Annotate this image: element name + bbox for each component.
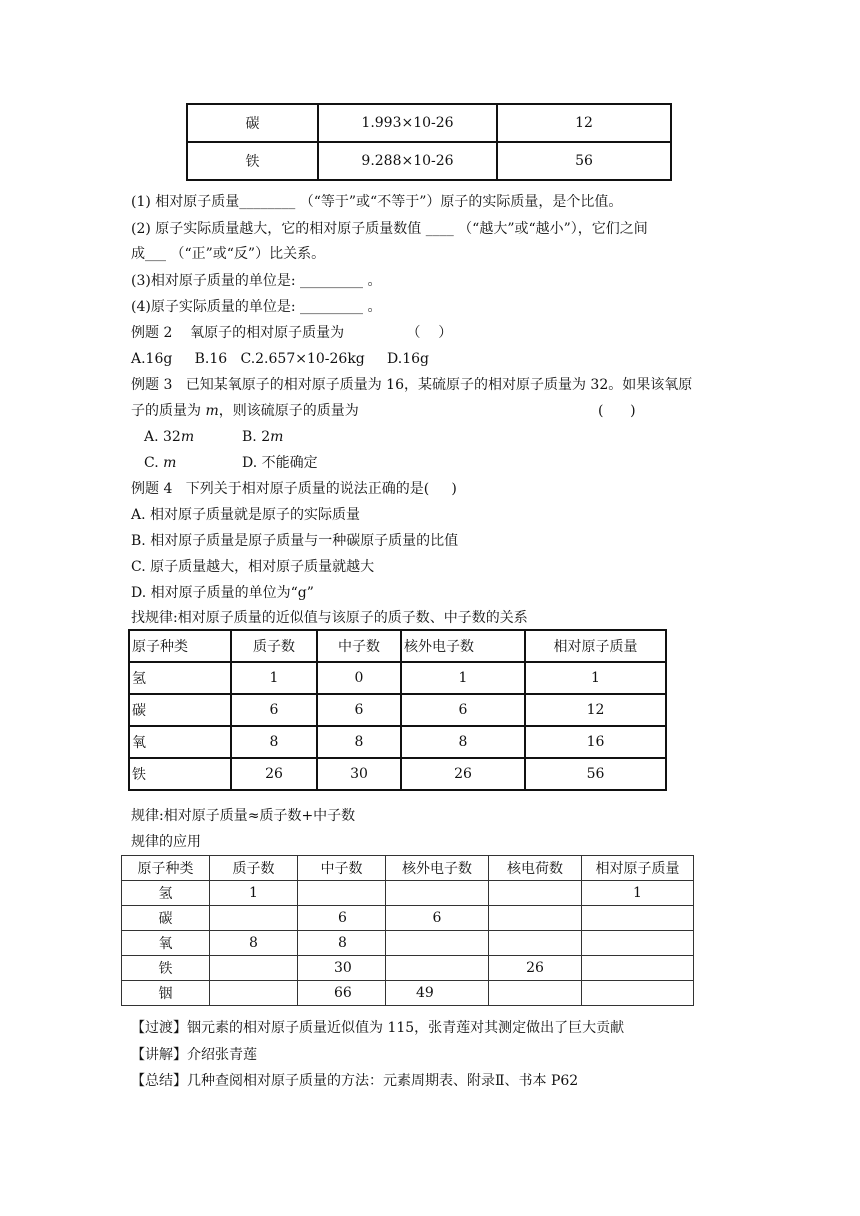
table-cell: 6 bbox=[386, 906, 489, 931]
table-cell: 26 bbox=[231, 758, 317, 790]
table-cell: 6 bbox=[298, 906, 386, 931]
table-cell: 49 bbox=[386, 981, 489, 1006]
table-cell: 铁 bbox=[187, 142, 318, 180]
application-table bbox=[121, 855, 694, 1006]
table-cell bbox=[386, 881, 489, 906]
variable: m bbox=[205, 403, 219, 419]
example-4-a: A. 相对原子质量就是原子的实际质量 bbox=[131, 507, 361, 523]
table-cell: 1 bbox=[210, 881, 298, 906]
text: B. 2 bbox=[242, 429, 271, 445]
table-row bbox=[122, 981, 694, 1006]
table-cell: 56 bbox=[497, 142, 671, 180]
table-cell bbox=[386, 931, 489, 956]
table-cell: 9.288×10-26 bbox=[318, 142, 497, 180]
table-cell: 8 bbox=[231, 726, 317, 758]
table-cell: 铁 bbox=[122, 956, 210, 981]
table-cell: 30 bbox=[317, 758, 401, 790]
variable: m bbox=[180, 429, 195, 445]
table-cell bbox=[298, 881, 386, 906]
table-cell: 1 bbox=[525, 662, 666, 694]
table-header: 原子种类 bbox=[129, 630, 231, 662]
mass-table bbox=[186, 103, 672, 181]
table-cell: 0 bbox=[317, 662, 401, 694]
table-header: 中子数 bbox=[317, 630, 401, 662]
table-cell: 16 bbox=[525, 726, 666, 758]
table-cell: 1 bbox=[582, 881, 694, 906]
table-cell: 12 bbox=[497, 104, 671, 142]
table-cell: 碳 bbox=[129, 694, 231, 726]
table-header: 核外电子数 bbox=[386, 856, 489, 881]
table-row bbox=[122, 856, 694, 881]
table-cell: 30 bbox=[298, 956, 386, 981]
question-3: (3)相对原子质量的单位是: _________ 。 bbox=[131, 273, 382, 289]
example-4-b: B. 相对原子质量是原子质量与一种碳原子质量的比值 bbox=[131, 533, 459, 549]
table-cell bbox=[210, 956, 298, 981]
table-cell: 8 bbox=[210, 931, 298, 956]
table-cell bbox=[582, 956, 694, 981]
summary-note: 【总结】几种查阅相对原子质量的方法：元素周期表、附录Ⅱ、书本 P62 bbox=[131, 1073, 579, 1089]
table-header: 质子数 bbox=[231, 630, 317, 662]
rule: 规律:相对原子质量≈质子数+中子数 bbox=[131, 808, 356, 824]
table-header: 原子种类 bbox=[122, 856, 210, 881]
option-d: D. 不能确定 bbox=[242, 455, 318, 471]
table-cell: 66 bbox=[298, 981, 386, 1006]
table-header: 中子数 bbox=[298, 856, 386, 881]
table-row bbox=[122, 906, 694, 931]
apply-title: 规律的应用 bbox=[131, 834, 201, 850]
table-row bbox=[187, 104, 671, 142]
table-cell: 26 bbox=[401, 758, 525, 790]
option-c bbox=[144, 453, 176, 473]
table-cell: 8 bbox=[298, 931, 386, 956]
example-2: 例题 2 氧原子的相对原子质量为 （ ） bbox=[131, 325, 453, 341]
table-cell: 碳 bbox=[187, 104, 318, 142]
transition-note: 【过渡】铟元素的相对原子质量近似值为 115，张青莲对其测定做出了巨大贡献 bbox=[131, 1020, 625, 1036]
question-1: (1) 相对原子质量________ （“等于”或“不等于”）原子的实际质量，是个比值。 bbox=[131, 194, 623, 210]
table-cell bbox=[582, 981, 694, 1006]
table-header: 相对原子质量 bbox=[582, 856, 694, 881]
table-cell: 6 bbox=[401, 694, 525, 726]
table-cell bbox=[210, 906, 298, 931]
table-cell: 1 bbox=[401, 662, 525, 694]
question-2-cont: 成___ （“正”或“反”）比关系。 bbox=[131, 246, 326, 262]
example-3-cont bbox=[131, 401, 359, 421]
table-row bbox=[129, 662, 666, 694]
table-cell bbox=[489, 931, 582, 956]
example-4-d: D. 相对原子质量的单位为“g” bbox=[131, 585, 314, 601]
table-cell bbox=[582, 931, 694, 956]
table-row bbox=[122, 956, 694, 981]
table-cell bbox=[582, 906, 694, 931]
table-header: 相对原子质量 bbox=[525, 630, 666, 662]
example-4: 例题 4 下列关于相对原子质量的说法正确的是( ) bbox=[131, 481, 457, 497]
question-4: (4)原子实际质量的单位是: _________ 。 bbox=[131, 299, 382, 315]
answer-paren: ( ) bbox=[598, 403, 636, 419]
table-cell: 6 bbox=[231, 694, 317, 726]
table-cell: 26 bbox=[489, 956, 582, 981]
table-cell: 铟 bbox=[122, 981, 210, 1006]
table-cell: 铁 bbox=[129, 758, 231, 790]
table-row bbox=[122, 881, 694, 906]
rule-title: 找规律:相对原子质量的近似值与该原子的质子数、中子数的关系 bbox=[131, 610, 528, 626]
table-cell: 碳 bbox=[122, 906, 210, 931]
table-cell bbox=[489, 881, 582, 906]
table-header: 核外电子数 bbox=[401, 630, 525, 662]
table-row bbox=[122, 931, 694, 956]
variable: m bbox=[163, 455, 177, 471]
table-row bbox=[129, 694, 666, 726]
example-2-options: A.16g B.16 C.2.657×10-26kg D.16g bbox=[131, 351, 429, 367]
text: 子的质量为 bbox=[131, 403, 206, 419]
table-row bbox=[129, 758, 666, 790]
table-cell: 氧 bbox=[129, 726, 231, 758]
table-cell: 氧 bbox=[122, 931, 210, 956]
table-cell: 1 bbox=[231, 662, 317, 694]
table-cell bbox=[489, 906, 582, 931]
lecture-note: 【讲解】介绍张青莲 bbox=[131, 1047, 257, 1063]
table-cell bbox=[489, 981, 582, 1006]
table-header: 质子数 bbox=[210, 856, 298, 881]
table-cell bbox=[386, 956, 489, 981]
variable: m bbox=[270, 429, 284, 445]
table-cell bbox=[210, 981, 298, 1006]
option-a bbox=[144, 427, 194, 447]
table-row bbox=[129, 726, 666, 758]
table-row bbox=[129, 630, 666, 662]
table-cell: 1.993×10-26 bbox=[318, 104, 497, 142]
table-cell: 12 bbox=[525, 694, 666, 726]
table-cell: 56 bbox=[525, 758, 666, 790]
example-4-c: C. 原子质量越大，相对原子质量就越大 bbox=[131, 559, 375, 575]
text: ，则该硫原子的质量为 bbox=[218, 403, 359, 419]
question-2: (2) 原子实际质量越大，它的相对原子质量数值 ____ （“越大”或“越小”），它们之间 bbox=[131, 221, 648, 237]
text: C. bbox=[144, 455, 164, 471]
table-cell: 8 bbox=[317, 726, 401, 758]
table-cell: 氢 bbox=[122, 881, 210, 906]
table-cell: 氢 bbox=[129, 662, 231, 694]
text: A. 32 bbox=[144, 429, 181, 445]
example-3: 例题 3 已知某氧原子的相对原子质量为 16，某硫原子的相对原子质量为 32。如果该氧原 bbox=[131, 377, 693, 393]
option-b bbox=[242, 427, 283, 447]
pattern-table bbox=[128, 629, 667, 791]
table-row bbox=[187, 142, 671, 180]
table-cell: 8 bbox=[401, 726, 525, 758]
table-cell: 6 bbox=[317, 694, 401, 726]
table-header: 核电荷数 bbox=[489, 856, 582, 881]
